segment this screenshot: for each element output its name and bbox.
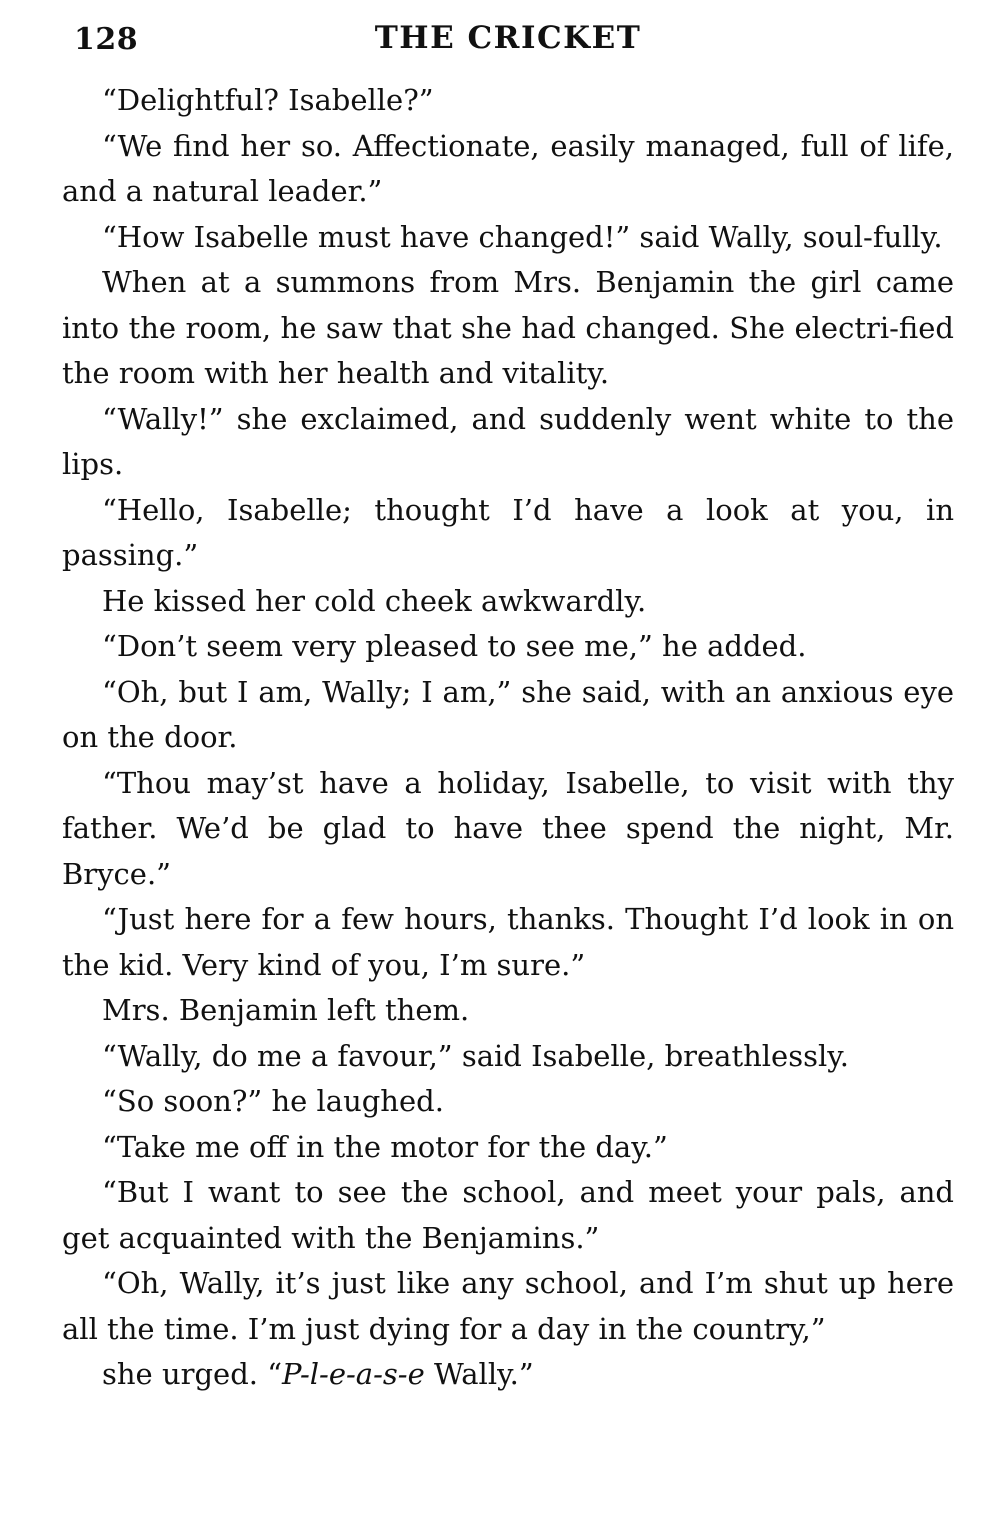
body-text xyxy=(62,78,954,1398)
paragraph: “Delightful? Isabelle?” xyxy=(102,83,434,117)
text-run: Wally.” xyxy=(424,1357,534,1391)
italic-emphasis: P-l-e-a-s-e xyxy=(282,1357,425,1391)
paragraph: “Don’t seem very pleased to see me,” he added. xyxy=(102,629,807,663)
paragraph: He kissed her cold cheek awkwardly. xyxy=(102,583,647,618)
paragraph: When at a summons from Mrs. Benjamin the girl came into the room, he saw that she had changed. She electri-fied the room with her health and vitality. xyxy=(62,265,954,390)
paragraph: “Take me off in the motor for the day.” xyxy=(102,1129,668,1164)
paragraph: “Oh, Wally, it’s just like any school, and I’m shut up here all the time. I’m just dying for a day in the country,” xyxy=(62,1266,954,1346)
paragraph: “How Isabelle must have changed!” said Wally, soul-fully. xyxy=(102,219,943,254)
paragraph: “Wally, do me a favour,” said Isabelle, breathlessly. xyxy=(102,1038,850,1073)
paragraph: “Thou may’st have a holiday, Isabelle, to visit with thy father. We’d be glad to have thee spend the night, Mr. Bryce.” xyxy=(62,765,954,891)
page-header xyxy=(62,18,954,66)
paragraph: “But I want to see the school, and meet your pals, and get acquainted with the Benjamins.” xyxy=(62,1175,954,1255)
running-title: THE CRICKET xyxy=(374,20,642,56)
paragraph: “We find her so. Affectionate, easily managed, full of life, and a natural leader.” xyxy=(62,128,954,208)
paragraph: “Oh, but I am, Wally; I am,” she said, with an anxious eye on the door. xyxy=(62,674,954,754)
text-run: she urged. “ xyxy=(102,1357,283,1391)
paragraph: “Just here for a few hours, thanks. Thought I’d look in on the kid. Very kind of you, I’m sure.” xyxy=(62,902,954,982)
paragraph-last xyxy=(62,1352,954,1398)
book-page xyxy=(62,18,954,1398)
paragraph: Mrs. Benjamin left them. xyxy=(102,993,470,1027)
paragraph: “Hello, Isabelle; thought I’d have a look at you, in passing.” xyxy=(62,492,954,572)
page-number: 128 xyxy=(74,22,139,57)
paragraph: “So soon?” he laughed. xyxy=(102,1084,444,1118)
paragraph: “Wally!” she exclaimed, and suddenly went white to the lips. xyxy=(62,401,954,481)
